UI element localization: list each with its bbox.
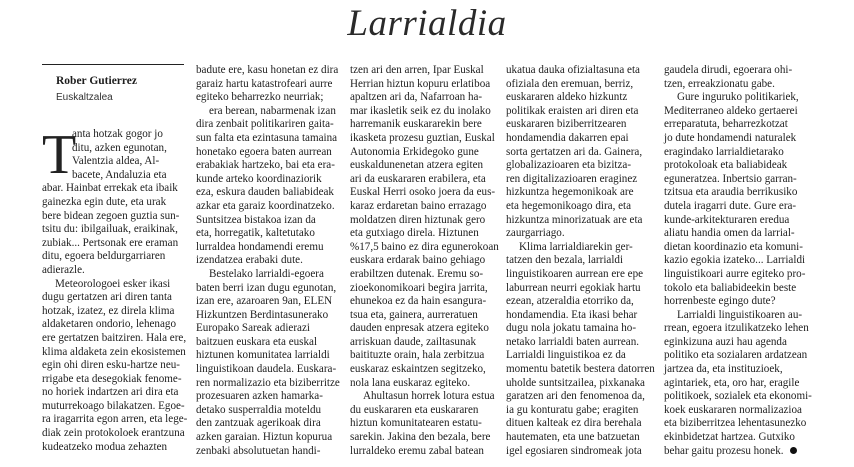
text-line: ere gertatzen baitziren. Hala ere,	[42, 331, 187, 344]
text-line: netako larrialdi baten aurrean.	[506, 335, 640, 348]
text-line: tatzen den bezala, larrialdi	[506, 254, 624, 267]
text-line: zenbaki absolutuetan handi-	[196, 444, 321, 457]
text-line: abar. Hainbat errekak eta ibaik	[42, 182, 178, 195]
text-line: ofiziala den eremuan, berriz,	[506, 77, 634, 90]
byline	[42, 64, 184, 104]
text-line: kudeatzeko modua zehazten	[42, 440, 168, 453]
text-line: ren digitalizazioaren eraginez	[506, 172, 638, 185]
text-line: linguistikoan daudela. Euskara-	[196, 363, 337, 376]
text-line: Europako Sareak adierazi	[196, 322, 310, 335]
text-line: eragindako larrialdietarako	[664, 145, 784, 158]
text-line: politikoek, sozialek eta ekonomi-	[664, 390, 812, 403]
text-line: dugu gertatzen ari diren tanta	[42, 291, 172, 304]
text-line: no horiek indartzen ari dira eta	[42, 386, 179, 399]
text-line: muturrekoago bilakatzen. Egoe-	[42, 399, 185, 412]
text-line: dira zenbait politikariren gaita-	[196, 118, 334, 131]
text-line: ikasketa prozesu guztian, Euskal	[350, 131, 495, 144]
text-line: globalizazioaren eta bizitza-	[506, 159, 632, 172]
text-line: Valentzia aldea, Al-	[72, 155, 160, 168]
text-line: Hizkuntzen Berdintasunerako	[196, 308, 329, 321]
text-line: harremanik euskararekin bere	[350, 118, 482, 131]
text-line: garatzen ari den fenomenoa da,	[506, 390, 645, 403]
text-line: egiteko beharrezko neurriak;	[196, 91, 324, 104]
text-line: zubiak... Pertsonak ere eraman	[42, 236, 179, 249]
text-line: ari da euskararen erabilera, eta	[350, 172, 486, 185]
text-line: ditu, azken egunotan,	[72, 141, 167, 154]
text-line: tzen, erreakzionatu gabe.	[664, 77, 775, 90]
text-line: hautematen, eta une batzuetan	[506, 431, 640, 444]
column-2	[196, 64, 350, 458]
text-line: euskaldunenetan atzera egiten	[350, 159, 484, 172]
text-line: gainezka egin dute, eta urak	[42, 195, 167, 208]
text-line: arriskuan daude, zailtasunak	[350, 335, 476, 348]
text-line: euskaraz eskaintzen segitzeko,	[350, 363, 486, 376]
text-line: ehunekoa ez da hain esangura-	[350, 295, 487, 308]
text-line: tsua eta, gainera, aurreratuen	[350, 308, 478, 321]
text-line: hotzak, izatez, ez direla klima	[42, 304, 175, 317]
text-line: dugu nola jokatu tamaina ho-	[506, 322, 637, 335]
text-line: sarekin. Jakina den bezala, bere	[350, 431, 491, 444]
text-line: aliatu handia omen da larrial-	[664, 227, 795, 240]
text-line: Larrialdi linguistikoaren au-	[677, 308, 803, 321]
text-line: protokoloak eta baliabideak	[664, 159, 788, 172]
text-line: koek euskararen normalizazioa	[664, 403, 802, 416]
text-line: sorta gertatzen ari da. Gainera,	[506, 145, 643, 158]
text-line: kunde arteko koordinaziorik	[196, 172, 322, 185]
drop-cap: T	[42, 124, 77, 186]
text-line: %17,5 baino ez dira egunerokoan	[350, 240, 499, 253]
text-line: aldaketaren ondorio, lehenago	[42, 318, 176, 331]
text-line: ekinbidetzat hartzea. Gutxiko	[664, 431, 795, 444]
text-line: bacete, Andaluzia eta	[72, 168, 167, 181]
text-line	[664, 445, 818, 459]
text-line: Klima larrialdiarekin ger-	[519, 240, 633, 253]
text-line: baitituzte orain, hala zerbitzua	[350, 349, 485, 362]
text-line: moldatzen diren hiztunak gero	[350, 213, 486, 226]
text-line: eza, eskura dauden baliabideak	[196, 186, 334, 199]
text-line: erabiltzen dutenak. Eremu so-	[350, 267, 484, 280]
text-line: gaudela dirudi, egoerara ohi-	[664, 64, 793, 76]
text-line: linguistikoari aurre egiteko pro-	[664, 267, 806, 280]
text-line: zaurgarriago.	[506, 227, 565, 240]
text-line: erabakiak hartzeko, bai eta era-	[196, 159, 335, 172]
text-line: era berean, nabarmenak izan	[209, 104, 336, 117]
text-line: Meteorologoei esker ikasi	[55, 277, 171, 290]
last-line-text: behar gaitu prozesu honek.	[664, 444, 784, 457]
text-line: badute ere, kasu honetan ez dira	[196, 64, 339, 76]
text-line: politiko eta sozialaren ardatzean	[664, 349, 808, 362]
text-line: rrean, egoera itzulikatzeko lehen	[664, 322, 809, 335]
text-line: Mediterraneo aldeko gertaerei	[664, 104, 798, 117]
text-line: igel egosiaren sindromeak jota	[506, 444, 642, 457]
text-line: momentu batetik bestera datorren	[506, 363, 655, 376]
text-line: diak zein protokoloek erantzuna	[42, 427, 185, 440]
text-line: dauden enpresak atzera egiteko	[350, 322, 489, 335]
text-line: karaz erdaretan baino errazago	[350, 199, 487, 212]
text-line: Bestelako larrialdi-egoera	[209, 267, 324, 280]
text-line: honetako egoera baten aurrean	[196, 145, 332, 158]
text-line: tokolo eta baliabideekin beste	[664, 281, 797, 294]
text-line: adierazle.	[42, 263, 85, 276]
text-line: euskara erdarak baino gehiago	[350, 254, 486, 267]
text-line: euskararen biziberritzearen	[506, 118, 627, 131]
text-line: bere bidean zegoen guztia sun-	[42, 209, 180, 222]
text-line: politikak eraisten ari diren eta	[506, 104, 639, 117]
column-3	[350, 64, 504, 458]
text-line: horrenbeste egingo dute?	[664, 295, 776, 308]
text-line: apaltzen ari da, Nafarroan ha-	[350, 91, 483, 104]
text-line: Autonomia Erkidegoko gune	[350, 145, 479, 158]
text-line: dutela iragarri dute. Gure era-	[664, 199, 797, 212]
text-line: hizkuntza hegemonikoak are	[506, 186, 634, 199]
text-line: hizkuntza minorizatuak are eta	[506, 213, 643, 226]
text-line: jartzea da, eta instituzioek,	[664, 363, 783, 376]
text-line: nola lana euskaraz egiteko.	[350, 376, 471, 389]
column-1	[42, 124, 188, 454]
column-4	[506, 64, 660, 458]
text-line: mar ikasletik seik ez du inolako	[350, 104, 491, 117]
text-line: uholde suntsitzailea, pixkanaka	[506, 376, 645, 389]
text-line: ezean, atzeraldia etorriko da,	[506, 295, 634, 308]
text-line: Ahultasun horrek lotura estua	[363, 390, 495, 403]
column-5	[664, 64, 818, 458]
author-affiliation: Euskaltzalea	[56, 92, 113, 103]
text-line: egin ohi diren esku-hartze neu-	[42, 359, 181, 372]
text-line: eginkizuna auzi hau agenda	[664, 335, 787, 348]
text-line: ra iragarrita egon arren, eta lege-	[42, 413, 188, 426]
text-line: euskararen aldeko hizkuntz	[506, 91, 628, 104]
byline-rule	[42, 64, 184, 65]
text-line: erreparatuta, beharrezkotzat	[664, 118, 788, 131]
text-line: laburrean neurri egokiak hartu	[506, 281, 641, 294]
headline: Larrialdia	[347, 3, 507, 44]
text-line: linguistikoaren aurrean ere epe	[506, 267, 644, 280]
text-line: Gure inguruko politikariek,	[677, 91, 799, 104]
text-line: tzitsua eta araudia berrikusiko	[664, 186, 798, 199]
text-line: izan ere, azaroaren 9an, ELEN	[196, 295, 333, 308]
text-line: hondamendia. Eta ikasi behar	[506, 308, 638, 321]
text-line: baten berri izan dugu egunotan,	[196, 281, 337, 294]
text-line: ditu, egoera beldurgarriaren	[42, 250, 166, 263]
text-line: Larrialdi linguistikoa ez da	[506, 349, 626, 362]
text-line: tzen ari den arren, Ipar Euskal	[350, 64, 484, 76]
text-line: hondamendia dakarren epai	[506, 131, 629, 144]
text-line: kazio egokia izateko... Larrialdi	[664, 254, 806, 267]
text-line: jo dute hondamendi naturalek	[664, 131, 797, 144]
text-line: Herrian hiztun kopuru erlatiboa	[350, 77, 491, 90]
text-line: azkar eta garaiz koordinatzeko.	[196, 199, 335, 212]
text-line: hiztunen komunitatea larrialdi	[196, 349, 330, 362]
text-line: zioekonomikoari begira jarrita,	[350, 281, 488, 294]
text-line: prozesuaren azken hamarka-	[196, 390, 323, 403]
text-line: izendatzea erabaki dute.	[196, 254, 303, 267]
text-line: lurraldeko eremu zabal batean	[350, 444, 484, 457]
text-line: eta hegemonikoago dira, eta	[506, 199, 632, 212]
text-line: eta gutxiago direla. Hiztunen	[350, 227, 479, 240]
author-name: Rober Gutierrez	[56, 75, 138, 87]
text-line: sun falta eta ezintasuna tamaina	[196, 131, 338, 144]
text-line: azken garaian. Hiztun kopurua	[196, 431, 333, 444]
text-line: Euskal Herri osoko joera da eus-	[350, 186, 496, 199]
text-line: detako susperraldia moteldu	[196, 403, 322, 416]
text-line: rrigabe eta desegokiak fenome-	[42, 372, 182, 385]
text-line: dietan koordinazio eta komuni-	[664, 240, 803, 253]
text-line: eta, horregatik, kaltetutako	[196, 227, 315, 240]
text-line: du euskararen eta euskararen	[350, 403, 479, 416]
text-line: eguneratzea. Inbertsio garran-	[664, 172, 797, 185]
text-line: den zantzuak agerikoak dira	[196, 417, 321, 430]
text-line: kunde-arkitekturaren eredua	[664, 213, 790, 226]
text-line: eta biziberritzea lehentasunezko	[664, 417, 807, 430]
text-line: anta hotzak gogor jo	[72, 128, 163, 140]
text-line: Suntsitzea bistakoa izan da	[196, 213, 316, 226]
text-line: ukatua dauka ofizialtasuna eta	[506, 64, 640, 76]
text-line: garaiz hartu katastrofeari aurre	[196, 77, 333, 90]
text-line: dituen kalteak ez dira berehala	[506, 417, 642, 430]
end-mark-icon	[790, 447, 797, 454]
text-line: baitzuen euskara eta euskal	[196, 335, 318, 348]
text-line: hiztun komunitatearen estatu-	[350, 417, 482, 430]
text-line: ren normalizazio eta biziberritze	[196, 376, 340, 389]
text-line: ia gu konturatu gabe; eragiten	[506, 403, 639, 416]
text-line: lurraldea hondamendi eremu	[196, 240, 324, 253]
text-line: tsitu du: ibilgailuak, eraikinak,	[42, 223, 178, 236]
text-line: agintariek, eta, oro har, eragile	[664, 376, 800, 389]
text-line: klima aldaketa zein ekosistemen	[42, 345, 186, 358]
